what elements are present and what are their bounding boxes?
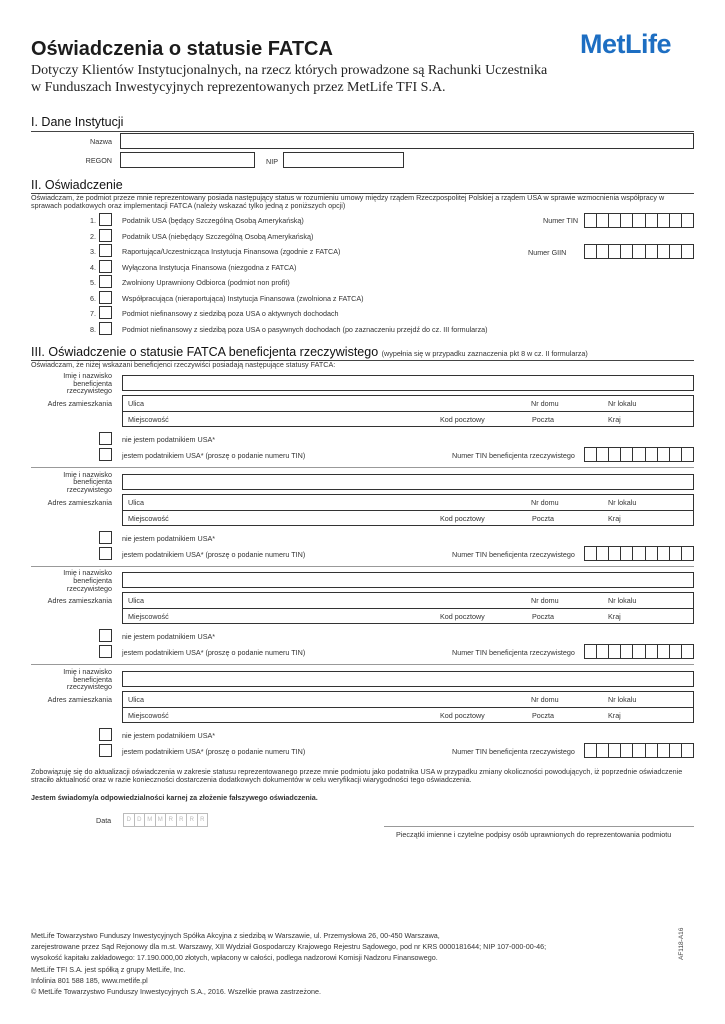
date-input[interactable] — [123, 813, 207, 827]
option-label: Podmiot niefinansowy z siedzibą poza USA o aktywnych dochodach — [122, 309, 339, 318]
date-cell[interactable]: R — [176, 813, 188, 827]
not-us-checkbox[interactable] — [99, 629, 112, 642]
beneficiary-address-label: Adres zamieszkania — [47, 399, 112, 408]
is-us-checkbox[interactable] — [99, 547, 112, 560]
beneficiary-tin-input[interactable] — [584, 743, 694, 758]
option-label: Zwolniony Uprawniony Odbiorca (podmiot non profit) — [122, 278, 290, 287]
option-label: Wyłączona Instytucja Finansowa (niezgodna z FATCA) — [122, 262, 297, 272]
beneficiary-tin-input[interactable] — [584, 546, 694, 561]
tin-input[interactable] — [584, 213, 694, 228]
section-3-heading-note: (wypełnia się w przypadku zaznaczenia pkt 8 w cz. II formularza) — [381, 349, 588, 358]
beneficiary-name-label: Imię i nazwisko beneficjenta rzeczywistego — [63, 469, 112, 494]
option-label: Raportująca/Uczestnicząca Instytucja Finansowa (zgodnie z FATCA) — [122, 247, 341, 256]
not-us-checkbox[interactable] — [99, 531, 112, 544]
date-cell[interactable]: M — [155, 813, 167, 827]
option-number: 7. — [90, 309, 96, 318]
beneficiary-address-label: Adres zamieszkania — [47, 695, 112, 705]
option-number: 1. — [90, 216, 96, 225]
option-number: 3. — [90, 247, 96, 256]
date-cell[interactable]: R — [165, 813, 177, 827]
nazwa-label: Nazwa — [90, 137, 112, 146]
signature-line — [384, 826, 694, 827]
subtitle-line-2: w Funduszach Inwestycyjnych reprezentowanych przez MetLife TFI S.A. — [31, 80, 446, 95]
option-checkbox[interactable] — [99, 291, 112, 304]
beneficiary-name-label: Imię i nazwisko beneficjenta rzeczywistego — [63, 568, 112, 593]
beneficiary-address-input[interactable]: Ulica Nr domu Nr lokalu Miejscowość Kod pocztowy Poczta Kraj — [122, 395, 694, 427]
section-3-intro: Oświadczam, że niżej wskazani beneficjenci rzeczywiści posiadają następujące statusy FATCA: — [31, 360, 336, 369]
option-label: Podmiot niefinansowy z siedzibą poza USA o pasywnych dochodach (po zaznaczeniu przejdź do cz. III formularza) — [122, 324, 488, 334]
option-number: 2. — [90, 231, 96, 241]
beneficiary-name-label: Imię i nazwisko beneficjenta rzeczywistego — [63, 667, 112, 692]
giin-input[interactable] — [584, 244, 694, 259]
section-1-heading: I. Dane Instytucji — [31, 115, 124, 129]
beneficiary-tin-input[interactable] — [584, 644, 694, 659]
section-3-heading: III. Oświadczenie o statusie FATCA beneficjenta rzeczywistego (wypełnia się w przypadku zaznaczenia pkt 8 w cz. II formularza) — [31, 345, 588, 359]
beneficiary-name-input[interactable] — [122, 474, 694, 490]
option-label: Podatnik USA (niebędący Szczególną Osobą Amerykańską) — [122, 231, 314, 241]
declaration-bold: Jestem świadomy/a odpowiedzialności karnej za złożenie fałszywego oświadczenia. — [31, 793, 318, 802]
beneficiary-address-input[interactable]: Ulica Nr domu Nr lokalu Miejscowość Kod pocztowy Poczta Kraj — [122, 691, 694, 723]
option-number: 5. — [90, 278, 96, 287]
option-label: Współpracująca (nieraportująca) Instytucja Finansowa (zwolniona z FATCA) — [122, 293, 364, 303]
date-cell[interactable]: R — [197, 813, 209, 827]
section-2-intro: Oświadczam, że podmiot przeze mnie reprezentowany posiada następujący status w rozumieniu umowy między rządem Rzeczpospolitej Polskiej a rządem USA w sprawie wzmocnienia współpracy w sprawach podatkowych oraz implementacji FATCA (należy wskazać tylko jedną z poniższych opcji) — [31, 193, 665, 211]
option-number: 8. — [90, 324, 96, 334]
beneficiary-address-input[interactable]: Ulica Nr domu Nr lokalu Miejscowość Kod pocztowy Poczta Kraj — [122, 494, 694, 526]
option-checkbox[interactable] — [99, 260, 112, 273]
beneficiary-address-input[interactable]: Ulica Nr domu Nr lokalu Miejscowość Kod pocztowy Poczta Kraj — [122, 592, 694, 624]
beneficiary-tin-label: Numer TIN beneficjenta rzeczywistego — [452, 549, 575, 559]
not-us-label: nie jestem podatnikiem USA* — [122, 435, 216, 444]
option-checkbox[interactable] — [99, 306, 112, 319]
not-us-label: nie jestem podatnikiem USA* — [122, 533, 216, 543]
beneficiary-name-input[interactable] — [122, 671, 694, 687]
giin-label: Numer GIIN — [528, 248, 567, 257]
beneficiary-tin-label: Numer TIN beneficjenta rzeczywistego — [452, 451, 575, 460]
declaration-text: Zobowiązuję się do aktualizacji oświadczenia w zakresie statusu reprezentowanego przeze mnie podmiotu jako podatnika USA w przypadku zmiany okoliczności powodujących, iż poprzednie oświadczenie straciło aktualność oraz w razie konieczności dostarczenia dodatkowych dokumentów w celu weryfikacji wiarygodności tego oświadczenia. — [31, 767, 683, 785]
beneficiary-address-label: Adres zamieszkania — [47, 497, 112, 507]
option-checkbox[interactable] — [99, 229, 112, 242]
option-checkbox[interactable] — [99, 322, 112, 335]
option-checkbox[interactable] — [99, 275, 112, 288]
option-checkbox[interactable] — [99, 213, 112, 226]
beneficiary-name-input[interactable] — [122, 572, 694, 588]
nip-label: NIP — [266, 157, 278, 166]
not-us-label: nie jestem podatnikiem USA* — [122, 731, 216, 741]
metlife-logo: MetLife — [580, 29, 671, 59]
is-us-label: jestem podatnikiem USA* (proszę o podanie numeru TIN) — [122, 549, 306, 559]
subtitle-line-1: Dotyczy Klientów Instytucjonalnych, na rzecz których prowadzone są Rachunki Uczestnika — [31, 63, 548, 78]
is-us-checkbox[interactable] — [99, 448, 112, 461]
not-us-checkbox[interactable] — [99, 432, 112, 445]
not-us-label: nie jestem podatnikiem USA* — [122, 632, 216, 642]
is-us-label: jestem podatnikiem USA* (proszę o podanie numeru TIN) — [122, 648, 306, 658]
nazwa-input[interactable] — [120, 133, 694, 149]
beneficiary-address-label: Adres zamieszkania — [47, 596, 112, 606]
option-number: 6. — [90, 293, 96, 303]
beneficiary-tin-label: Numer TIN beneficjenta rzeczywistego — [452, 747, 575, 757]
date-cell[interactable]: D — [123, 813, 135, 827]
footer-text: MetLife Towarzystwo Funduszy Inwestycyjnych Spółka Akcyjna z siedzibą w Warszawie, ul. Przemysłowa 26, 00-450 Warszawa, zarejestrowane przez Sąd Rejonowy dla m.st. Warszawy, XII Wydział Gospodarczy Krajowego Rejestru Sądowego, pod nr KRS 0000181644; NIP 107-000-00-46; wysokość kapitału zakładowego: 17.190.000,00 złotych, wpłacony w całości, podlega nadzorowi Komisji Nadzoru Finansowego. MetLife TFI S.A. jest spółką z grupy MetLife, Inc. Infolinia 801 588 185, www.metlife.pl © MetLife Towarzystwo Funduszy Inwestycyjnych S.A., 2016. Wszelkie prawa zastrzeżone. — [31, 931, 547, 997]
beneficiary-divider — [31, 467, 694, 468]
nip-input[interactable] — [283, 152, 404, 168]
is-us-checkbox[interactable] — [99, 744, 112, 757]
page-title: Oświadczenia o statusie FATCA — [31, 38, 333, 60]
section-divider — [31, 131, 694, 132]
is-us-label: jestem podatnikiem USA* (proszę o podanie numeru TIN) — [122, 747, 306, 757]
date-cell[interactable]: D — [134, 813, 146, 827]
beneficiary-name-input[interactable] — [122, 375, 694, 391]
beneficiary-name-label: Imię i nazwisko beneficjenta rzeczywistego — [63, 371, 112, 396]
not-us-checkbox[interactable] — [99, 728, 112, 741]
option-label: Podatnik USA (będący Szczególną Osobą Amerykańską) — [122, 216, 304, 225]
beneficiary-tin-input[interactable] — [584, 447, 694, 462]
date-cell[interactable]: M — [144, 813, 156, 827]
option-checkbox[interactable] — [99, 244, 112, 257]
regon-label: REGON — [85, 156, 112, 165]
regon-input[interactable] — [120, 152, 255, 168]
form-code: AF118-A16 — [678, 927, 685, 960]
section-2-heading: II. Oświadczenie — [31, 178, 123, 192]
date-cell[interactable]: R — [186, 813, 198, 827]
is-us-label: jestem podatnikiem USA* (proszę o podanie numeru TIN) — [122, 451, 306, 460]
signature-label: Pieczątki imienne i czytelne podpisy osób uprawnionych do reprezentowania podmiotu — [396, 830, 672, 839]
beneficiary-divider — [31, 664, 694, 665]
tin-label: Numer TIN — [543, 216, 579, 225]
is-us-checkbox[interactable] — [99, 645, 112, 658]
beneficiary-divider — [31, 566, 694, 567]
beneficiary-tin-label: Numer TIN beneficjenta rzeczywistego — [452, 648, 575, 658]
date-label: Data — [96, 816, 112, 825]
option-number: 4. — [90, 262, 96, 272]
